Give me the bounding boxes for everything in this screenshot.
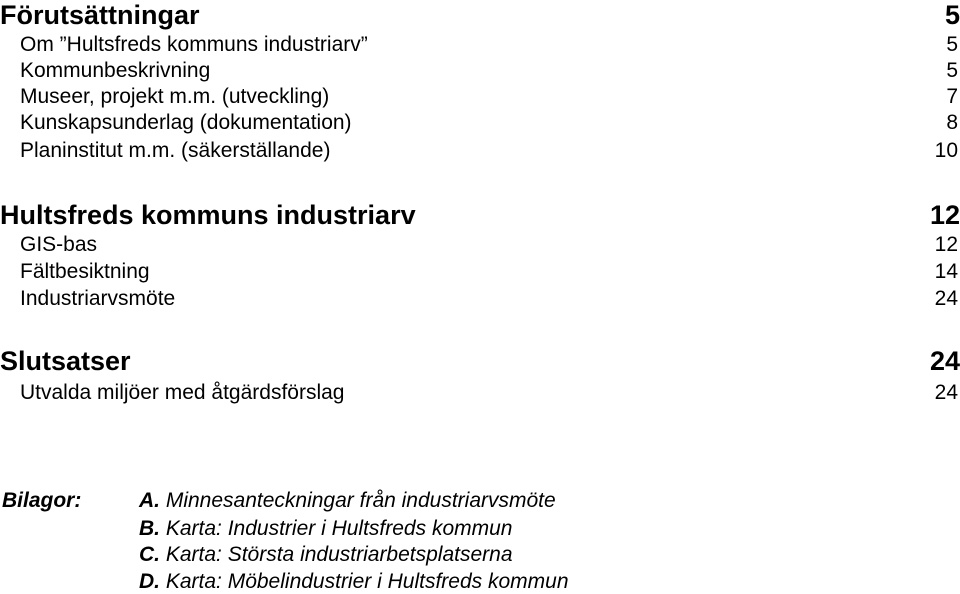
appendix-letter: A. — [139, 489, 160, 512]
toc-item-page: 5 — [946, 33, 958, 56]
appendix-text: Karta: Industrier i Hultsfreds kommun — [165, 517, 513, 540]
toc-item[interactable] — [0, 233, 960, 263]
toc-item-title: Planinstitut m.m. (säkerställande) — [20, 139, 331, 162]
toc-item-title: Kommunbeskrivning — [20, 59, 211, 82]
appendix-item[interactable] — [139, 489, 556, 513]
toc-item-title: Museer, projekt m.m. (utveckling) — [20, 85, 330, 108]
toc-item-title: Fältbesiktning — [20, 260, 150, 283]
appendix-text: Minnesanteckningar från industriarvsmöte — [165, 489, 556, 512]
toc-item-page: 7 — [946, 85, 958, 108]
appendices-label: Bilagor: — [2, 489, 82, 512]
appendix-text: Karta: Möbelindustrier i Hultsfreds kommun — [165, 570, 569, 593]
toc-item-title: Industriarvsmöte — [20, 287, 176, 310]
toc-heading-slutsatser[interactable] — [0, 346, 960, 376]
appendix-item[interactable] — [139, 570, 569, 594]
toc-item-title: Utvalda miljöer med åtgärdsförslag — [20, 381, 345, 404]
appendix-item[interactable] — [139, 517, 512, 541]
toc-heading-title: Förutsättningar — [0, 0, 200, 30]
toc-item-page: 24 — [934, 287, 958, 310]
toc-item[interactable] — [0, 287, 960, 317]
toc-heading-title: Slutsatser — [0, 346, 131, 376]
toc-heading-industriarv[interactable] — [0, 200, 960, 230]
appendix-letter: B. — [139, 517, 160, 540]
toc-item[interactable] — [0, 111, 960, 141]
toc-item-page: 5 — [946, 59, 958, 82]
toc-item[interactable] — [0, 139, 960, 169]
appendix-item[interactable] — [139, 543, 513, 567]
toc-item-page: 10 — [934, 139, 958, 162]
toc-heading-page: 24 — [929, 346, 960, 376]
toc-item-title: GIS-bas — [20, 233, 98, 256]
toc-item-title: Kunskapsunderlag (dokumentation) — [20, 111, 352, 134]
toc-item[interactable] — [0, 260, 960, 290]
toc-heading-page: 5 — [944, 0, 960, 30]
toc-item-title: Om ”Hultsfreds kommuns industriarv” — [20, 33, 368, 56]
appendix-letter: C. — [139, 543, 160, 566]
toc-item[interactable] — [0, 381, 960, 411]
toc-item-page: 14 — [934, 260, 958, 283]
toc-item-page: 24 — [934, 381, 958, 404]
toc-heading-title: Hultsfreds kommuns industriarv — [0, 200, 416, 230]
appendix-letter: D. — [139, 570, 160, 593]
appendix-text: Karta: Största industriarbetsplatserna — [165, 543, 513, 566]
toc-heading-page: 12 — [929, 200, 960, 230]
toc-item-page: 12 — [934, 233, 958, 256]
toc-heading-forutsattningar[interactable] — [0, 0, 960, 30]
toc-item-page: 8 — [946, 111, 958, 134]
